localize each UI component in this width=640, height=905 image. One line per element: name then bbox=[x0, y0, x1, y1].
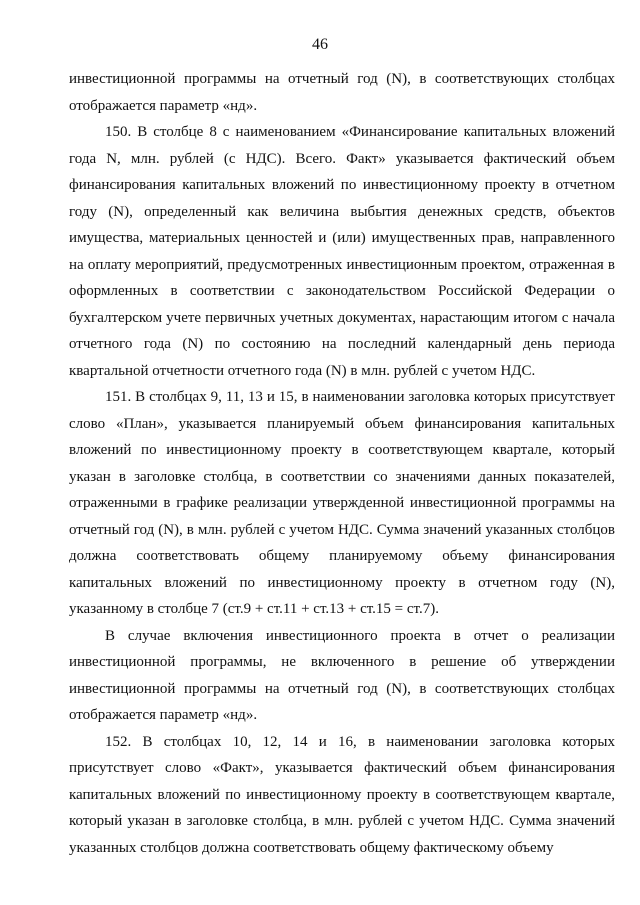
paragraph-151-note: В случае включения инвестиционного проекта в отчет о реализации инвестиционной программы, не включенного в решение об утверждении инвестиционной программы на отчетный год (N), в соответствующих столбцах отображается параметр «нд». bbox=[69, 627, 615, 723]
document-body bbox=[69, 66, 615, 861]
paragraph-continuation: инвестиционной программы на отчетный год (N), в соответствующих столбцах отображается параметр «нд». bbox=[69, 71, 615, 114]
paragraph-152: 152. В столбцах 10, 12, 14 и 16, в наименовании заголовка которых присутствует слово «Факт», указывается фактический объем финансирования капитальных вложений по инвестиционному проекту в соответствующем квартале, который указан в заголовке столбца, в млн. рублей с учетом НДС. Сумма значений указанных столбцов должна соответствовать общему фактическому объему bbox=[69, 733, 615, 856]
paragraph-151: 151. В столбцах 9, 11, 13 и 15, в наименовании заголовка которых присутствует слово «План», указывается планируемый объем финансирования капитальных вложений по инвестиционному проекту в соответствующем квартале, который указан в заголовке столбца, в соответствии со значениями данных показателей, отраженными в графике реализации утвержденной инвестиционной программы на отчетный год (N), в млн. рублей с учетом НДС. Сумма значений указанных столбцов должна соответствовать общему планируемому объему финансирования капитальных вложений по инвестиционному проекту в отчетном году (N), указанному в столбце 7 (ст.9 + ст.11 + ст.13 + ст.15 = ст.7). bbox=[69, 389, 615, 617]
page-number: 46 bbox=[312, 36, 328, 53]
paragraph-150: 150. В столбце 8 с наименованием «Финансирование капитальных вложений года N, млн. рублей (с НДС). Всего. Факт» указывается фактический объем финансирования капитальных вложений по инвестиционному проекту в отчетном году (N), определенный как величина выбытия денежных средств, объектов имущества, материальных ценностей и (или) имущественных прав, направленного на оплату мероприятий, предусмотренных инвестиционным проектом, отраженная в оформленных в соответствии с законодательством Российской Федерации о бухгалтерском учете первичных учетных документах, нарастающим итогом с начала отчетного года (N) по состоянию на последний календарный день периода квартальной отчетности отчетного года (N) в млн. рублей с учетом НДС. bbox=[69, 124, 615, 379]
